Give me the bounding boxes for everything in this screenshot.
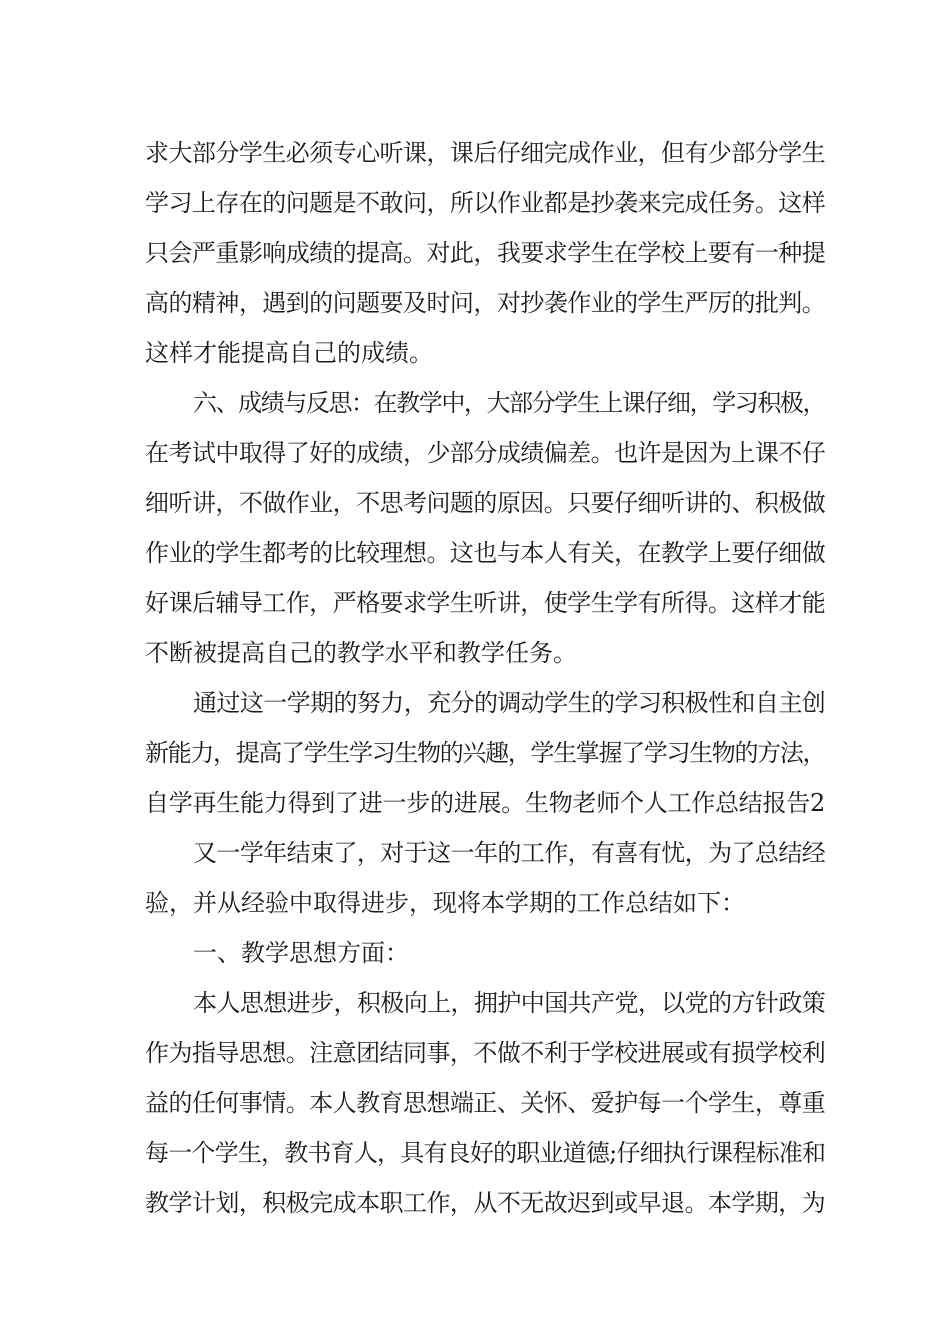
text-line: 在考试中取得了好的成绩，少部分成绩偏差。也许是因为上课不仔: [145, 439, 825, 467]
text-line: 验，并从经验中取得进步，现将本学期的工作总结如下：: [145, 889, 745, 917]
text-line: 自学再生能力得到了进一步的进展。生物老师个人工作总结报告2: [145, 789, 826, 817]
text-line: 好课后辅导工作，严格要求学生听讲，使学生学有所得。这样才能: [145, 589, 825, 617]
paragraph-first-line: 六、成绩与反思：在教学中，大部分学生上课仔细，学习积极，: [193, 389, 825, 417]
paragraph-first-line: 通过这一学期的努力，充分的调动学生的学习积极性和自主创: [193, 689, 825, 717]
text-line: 细听讲，不做作业，不思考问题的原因。只要仔细听讲的、积极做: [145, 489, 825, 517]
text-line: 只会严重影响成绩的提高。对此，我要求学生在学校上要有一种提: [145, 239, 825, 267]
text-line: 作业的学生都考的比较理想。这也与本人有关，在教学上要仔细做: [145, 539, 825, 567]
text-line: 益的任何事情。本人教育思想端正、关怀、爱护每一个学生，尊重: [145, 1089, 825, 1117]
text-line: 每一个学生，教书育人，具有良好的职业道德;仔细执行课程标准和: [145, 1139, 825, 1167]
text-line: 新能力，提高了学生学习生物的兴趣，学生掌握了学习生物的方法，: [145, 739, 825, 767]
text-line: 不断被提高自己的教学水平和教学任务。: [145, 639, 577, 667]
text-line: 求大部分学生必须专心听课，课后仔细完成作业，但有少部分学生: [145, 139, 825, 167]
text-line: 教学计划，积极完成本职工作，从不无故迟到或早退。本学期，为: [145, 1189, 825, 1217]
paragraph-first-line: 本人思想进步，积极向上，拥护中国共产党，以党的方针政策: [193, 989, 825, 1017]
text-line: 这样才能提高自己的成绩。: [145, 339, 433, 367]
section-heading: 一、教学思想方面：: [193, 939, 409, 967]
text-line: 高的精神，遇到的问题要及时问，对抄袭作业的学生严厉的批判。: [145, 289, 825, 317]
paragraph-first-line: 又一学年结束了，对于这一年的工作，有喜有忧，为了总结经: [193, 839, 825, 867]
text-line: 学习上存在的问题是不敢问，所以作业都是抄袭来完成任务。这样: [145, 189, 825, 217]
text-line: 作为指导思想。注意团结同事，不做不利于学校进展或有损学校利: [145, 1039, 825, 1067]
